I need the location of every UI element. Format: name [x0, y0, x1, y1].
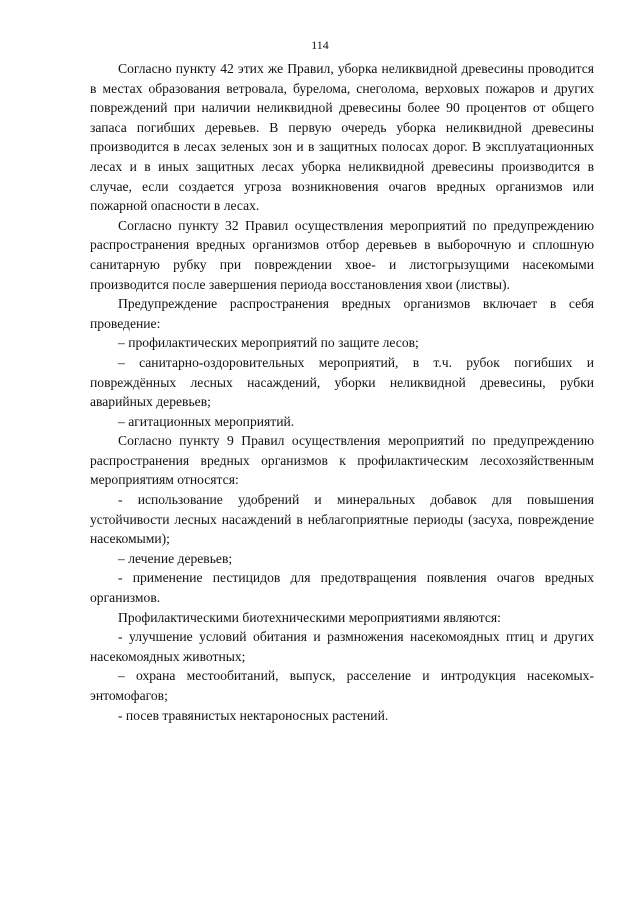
list-item: – профилактических мероприятий по защите лесов;: [118, 335, 419, 351]
paragraph-cleanup-rules: Согласно пункту 42 этих же Правил, уборка неликвидной древесины проводится в местах образования ветровала, бурелома, снеголома, верховых пожаров и других повреждений при наличии неликвидной древесины более 90 процентов от общего запаса погибших деревьев. В первую очередь уборка неликвидной древесины производится в лесах зеленых зон и в защитных полосах дорог. В эксплуатационных лесах и в иных защитных лесах уборка неликвидной древесины производится в случае, если создается угроза возникновения очагов вредных организмов или пожарной опасности в лесах.: [90, 61, 594, 214]
list-item: – санитарно-оздоровительных мероприятий, в т.ч. рубок погибших и повреждённых лесных насаждений, уборки неликвидной древесины, рубки аварийных деревьев;: [90, 354, 594, 410]
list-item: - использование удобрений и минеральных добавок для повышения устойчивости лесных насаждений в неблагоприятные периоды (засуха, повреждение насекомыми);: [90, 492, 594, 547]
document-body: [90, 59, 594, 725]
list-item: – охрана местообитаний, выпуск, расселение и интродукция насекомых-энтомофагов;: [90, 668, 594, 703]
list-item: - посев травянистых нектароносных растений.: [118, 707, 389, 723]
list-item: - применение пестицидов для предотвращения появления очагов вредных организмов.: [90, 570, 594, 606]
list-item: – агитационных мероприятий.: [118, 413, 295, 429]
list-item: - улучшение условий обитания и размножения насекомоядных птиц и других насекомоядных животных;: [90, 629, 594, 664]
page-number: 114: [311, 38, 329, 52]
paragraph-prevention-intro: Предупреждение распространения вредных организмов включает в себя проведение:: [90, 296, 594, 331]
list-item: – лечение деревьев;: [118, 550, 233, 566]
paragraph-prophylactic-intro: Согласно пункту 9 Правил осуществления мероприятий по предупреждению распространения вредных организмов к профилактическим лесохозяйственным мероприятиям относятся:: [90, 433, 594, 488]
paragraph-tree-selection: Согласно пункту 32 Правил осуществления мероприятий по предупреждению распространения вредных организмов отбор деревьев в выборочную и сплошную санитарную рубку при повреждении хвое- и листогрызущими насекомыми производится после завершения периода восстановления хвои (листвы).: [90, 217, 594, 292]
paragraph-biotechnical-intro: Профилактическими биотехническими мероприятиями являются:: [118, 609, 501, 625]
